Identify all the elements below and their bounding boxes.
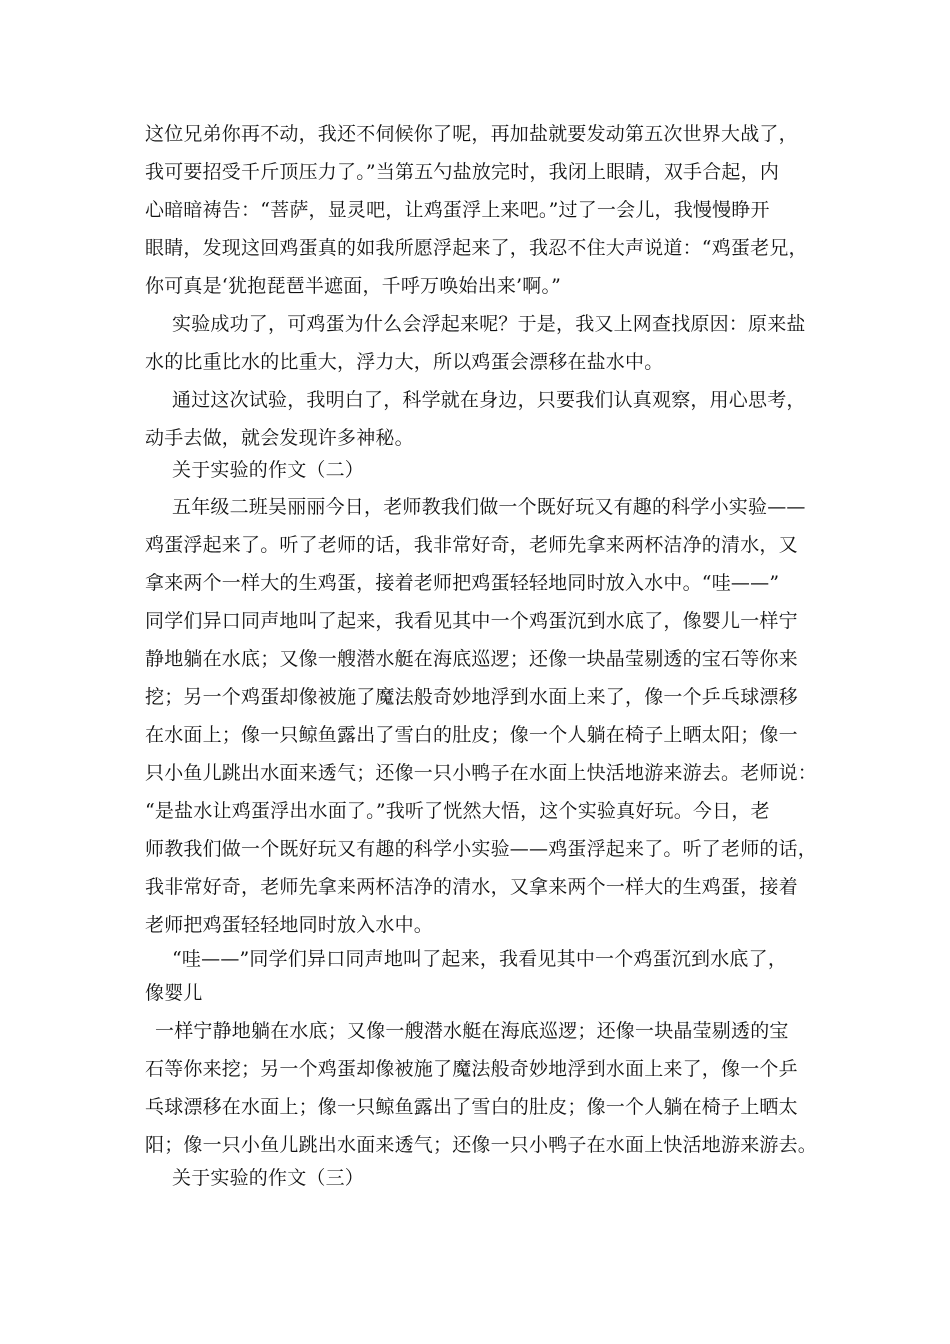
text-line: “哇——”同学们异口同声地叫了起来，我看见其中一个鸡蛋沉到水底了， (172, 948, 788, 970)
text-line: 这位兄弟你再不动，我还不伺候你了呢，再加盐就要发动第五次世界大战了， (145, 123, 798, 145)
text-line: 动手去做，就会发现许多神秘。 (145, 427, 414, 449)
text-line: 鸡蛋浮起来了。听了老师的话，我非常好奇，老师先拿来两杯洁净的清水，又 (145, 534, 798, 556)
text-line: 静地躺在水底；又像一艘潜水艇在海底巡逻；还像一块晶莹剔透的宝石等你来 (145, 648, 798, 670)
text-line: 挖；另一个鸡蛋却像被施了魔法般奇妙地浮到水面上来了，像一个乒乓球漂移 (145, 686, 798, 708)
text-line: 只小鱼儿跳出水面来透气；还像一只小鸭子在水面上快活地游来游去。老师说： (145, 762, 818, 784)
text-line: 五年级二班吴丽丽今日，老师教我们做一个既好玩又有趣的科学小实验—— (172, 496, 806, 518)
text-line: 一样宁静地躺在水底；又像一艘潜水艇在海底巡逻；还像一块晶莹剔透的宝 (155, 1020, 789, 1042)
text-line: 在水面上；像一只鲸鱼露出了雪白的肚皮；像一个人躺在椅子上晒太阳；像一 (145, 724, 798, 746)
section-heading: 关于实验的作文（二） (172, 459, 365, 481)
text-line: 心暗暗祷告：“菩萨，显灵吧，让鸡蛋浮上来吧。”过了一会儿，我慢慢睁开 (145, 199, 770, 221)
text-line: 通过这次试验，我明白了，科学就在身边，只要我们认真观察，用心思考， (172, 389, 806, 411)
text-line: 像婴儿 (145, 982, 203, 1004)
text-line: 乓球漂移在水面上；像一只鲸鱼露出了雪白的肚皮；像一个人躺在椅子上晒太 (145, 1096, 798, 1118)
text-line: 我可要招受千斤顶压力了。”当第五勺盐放完时，我闭上眼睛，双手合起，内 (145, 161, 780, 183)
text-line: 老师把鸡蛋轻轻地同时放入水中。 (145, 914, 434, 936)
section-heading: 关于实验的作文（三） (172, 1167, 365, 1189)
text-line: “是盐水让鸡蛋浮出水面了。”我听了恍然大悟，这个实验真好玩。今日，老 (145, 800, 770, 822)
text-line: 你可真是‘犹抱琵琶半遮面，千呼万唤始出来’啊。” (145, 275, 562, 297)
text-line: 拿来两个一样大的生鸡蛋，接着老师把鸡蛋轻轻地同时放入水中。“哇——” (145, 572, 780, 594)
text-line: 实验成功了，可鸡蛋为什么会浮起来呢？于是，我又上网查找原因：原来盐 (172, 313, 806, 335)
text-line: 眼睛，发现这回鸡蛋真的如我所愿浮起来了，我忍不住大声说道：“鸡蛋老兄， (145, 237, 808, 259)
text-line: 石等你来挖；另一个鸡蛋却像被施了魔法般奇妙地浮到水面上来了，像一个乒 (145, 1058, 798, 1080)
text-line: 同学们异口同声地叫了起来，我看见其中一个鸡蛋沉到水底了，像婴儿一样宁 (145, 610, 798, 632)
text-line: 我非常好奇，老师先拿来两杯洁净的清水，又拿来两个一样大的生鸡蛋，接着 (145, 876, 798, 898)
text-line: 水的比重比水的比重大，浮力大，所以鸡蛋会漂移在盐水中。 (145, 351, 664, 373)
text-line: 师教我们做一个既好玩又有趣的科学小实验——鸡蛋浮起来了。听了老师的话， (145, 838, 818, 860)
text-line: 阳；像一只小鱼儿跳出水面来透气；还像一只小鸭子在水面上快活地游来游去。 (145, 1134, 818, 1156)
